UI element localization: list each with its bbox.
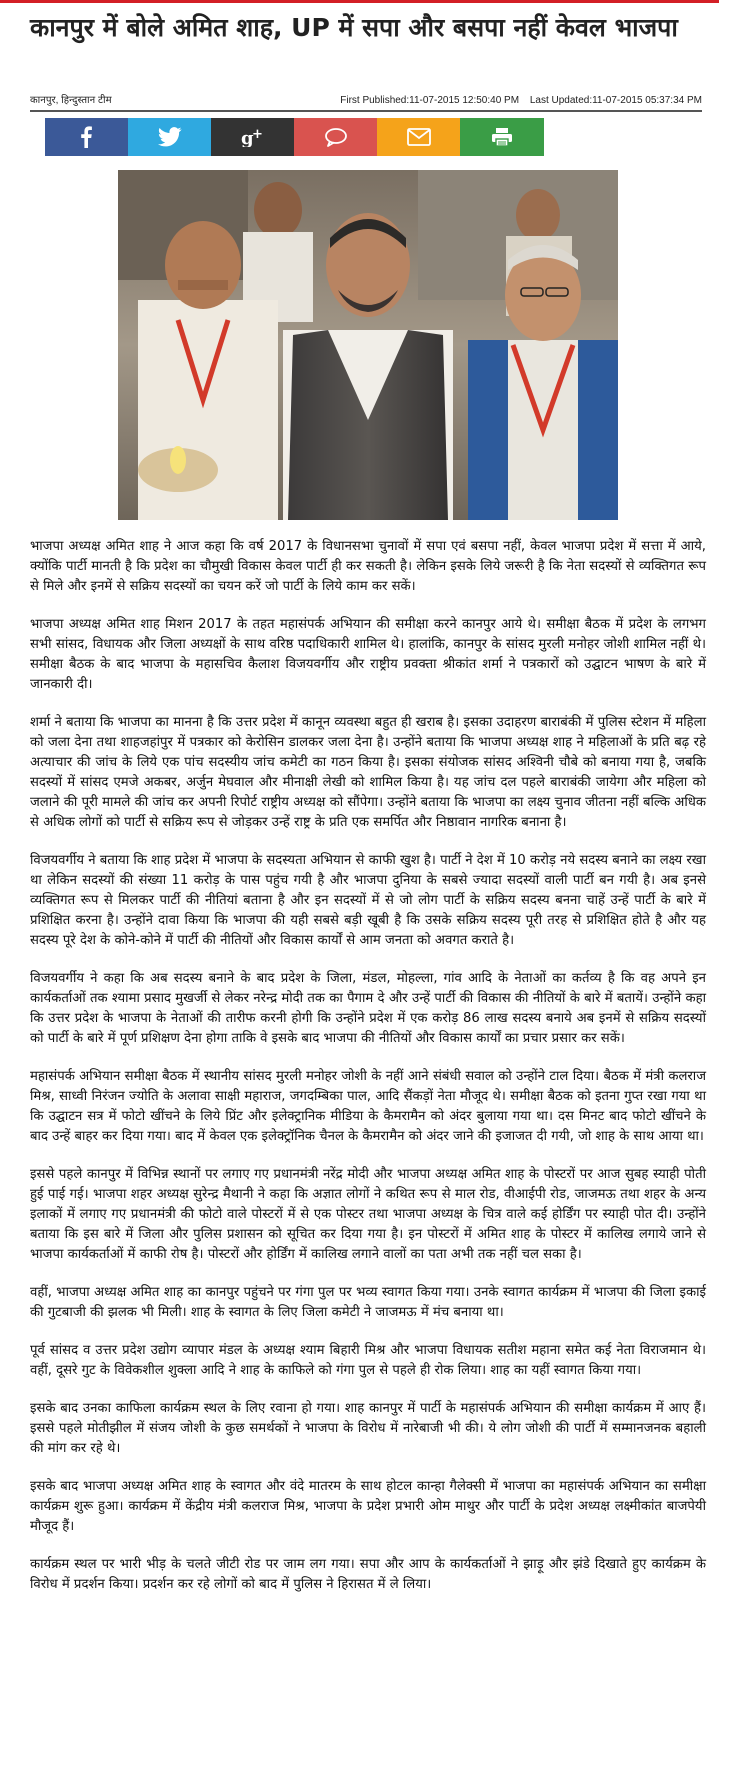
article-paragraph: महासंपर्क अभियान समीक्षा बैठक में स्थानीय सांसद मुरली मनोहर जोशी के नहीं आने संबंधी सवाल को उन्होंने टाल दिया। बैठक में मंत्री कलराज मिश्र, साध्वी निरंजन ज्योति के अलावा साक्षी महाराज, जगदम्बिका पाल, आदि सैंकड़ों नेता मौजूद थे। समीक्षा बैठक को इतना गुप्त रखा गया था कि उद्घाटन सत्र में फोटो खींचने के लिये प्रिंट और इलेक्ट्रानिक मीडिया के कैमरामैन को अंदर बुलाया गया था। दस मिनट बाद फोटो खींचने के बाद उन्हें बाहर कर दिया गया। बाद में केवल एक इलेक्ट्रॉनिक चैनल के कैमरामैन को अंदर जाने की इजाजत दी गयी, जो शाह के साथ आया था। bbox=[30, 1069, 706, 1144]
article-body bbox=[30, 537, 706, 1613]
google-plus-icon bbox=[240, 127, 266, 147]
article-paragraph: भाजपा अध्यक्ष अमित शाह मिशन 2017 के तहत महासंपर्क अभियान की समीक्षा करने कानपुर आये थे। समीक्षा बैठक में प्रदेश के लगभग सभी सांसद, विधायक और जिला अध्यक्षों के साथ वरिष्ठ पदाधिकारी शामिल थे। हालांकि, कानपुर के सांसद मुरली मनोहर जोशी शामिल नहीं थे। समीक्षा बैठक के बाद भाजपा के महासचिव कैलाश विजयवर्गीय और राष्ट्रीय प्रवक्ता श्रीकांत शर्मा ने पत्रकारों को उद्घाटन भाषण के बारे में जानकारी दी। bbox=[30, 617, 706, 692]
article-headline: कानपुर में बोले अमित शाह, UP में सपा और बसपा नहीं केवल भाजपा bbox=[30, 13, 678, 42]
article-paragraph: विजयवर्गीय ने कहा कि अब सदस्य बनाने के बाद प्रदेश के जिला, मंडल, मोहल्ला, गांव आदि के नेताओं का कर्तव्य है कि वह अपने इन कार्यकर्ताओं तक श्यामा प्रसाद मुखर्जी से लेकर नरेन्द्र मोदी तक का पैगाम दे और उन्हें पार्टी की विकास की नीतियों के बारे में बतायें। उन्होंने कहा कि उत्तर प्रदेश के भाजपा के नेताओं की तारीफ करनी होगी कि उन्होंने प्रदेश में एक करोड़ 86 लाख सदस्य बनाये अब इनमें से सक्रिय सदस्यों को पार्टी के बारे में पूर्ण प्रशिक्षण देना होगा ताकि वे इसके बाद भाजपा की नीतियों और विकास कार्यों का प्रचार प्रसार कर सकें। bbox=[30, 971, 706, 1046]
article-meta bbox=[30, 94, 702, 112]
publish-dates bbox=[332, 94, 702, 108]
svg-text:+: + bbox=[252, 127, 263, 142]
print-icon bbox=[491, 127, 513, 147]
facebook-icon bbox=[77, 126, 97, 148]
article-paragraph: भाजपा अध्यक्ष अमित शाह ने आज कहा कि वर्ष 2017 के विधानसभा चुनावों में सपा एवं बसपा नहीं, केवल भाजपा प्रदेश में सत्ता में आये, क्योंकि पार्टी मानती है कि प्रदेश का चौमुखी विकास केवल पार्टी ही कर सकती है। लेकिन इसके लिये जरूरी है कि नेता सदस्यों से व्यक्तिगत रूप से मिले और इनमें से सक्रिय सदस्यों का चयन करें जो पार्टी के लिये काम कर सकें। bbox=[30, 539, 706, 594]
facebook-share-button[interactable] bbox=[45, 118, 129, 156]
comment-icon bbox=[324, 127, 348, 147]
article-paragraph: इसके बाद उनका काफिला कार्यक्रम स्थल के लिए रवाना हो गया। शाह कानपुर में पार्टी के महासंपर्क अभियान की समीक्षा कार्यक्रम में आए हैं। इससे पहले मोतीझील में संजय जोशी के कुछ समर्थकों ने भाजपा के विरोध में नारेबाजी भी की। ये लोग जोशी की पार्टी में सम्मानजनक बहाली की मांग कर रहे थे। bbox=[30, 1401, 706, 1456]
comment-share-button[interactable] bbox=[294, 118, 378, 156]
first-published: First Published:11-07-2015 12:50:40 PM bbox=[340, 95, 520, 106]
print-share-button[interactable] bbox=[460, 118, 544, 156]
svg-text:g: g bbox=[241, 128, 254, 147]
article-paragraph: इसके बाद भाजपा अध्यक्ष अमित शाह के स्वागत और वंदे मातरम के साथ होटल कान्हा गैलेक्सी में भाजपा का महासंपर्क अभियान का समीक्षा कार्यक्रम शुरू हुआ। कार्यक्रम में केंद्रीय मंत्री कलराज मिश्र, भाजपा के प्रदेश प्रभारी ओम माथुर और पार्टी के प्रदेश अध्यक्ष लक्ष्मीकांत बाजपेयी मौजूद हैं। bbox=[30, 1479, 706, 1534]
email-share-button[interactable] bbox=[377, 118, 461, 156]
news-photo-illustration bbox=[118, 170, 618, 520]
share-bar bbox=[45, 118, 645, 156]
mail-icon bbox=[407, 128, 431, 146]
last-updated: Last Updated:11-07-2015 05:37:34 PM bbox=[529, 95, 702, 106]
google-plus-share-button[interactable] bbox=[211, 118, 295, 156]
twitter-share-button[interactable] bbox=[128, 118, 212, 156]
article-paragraph: विजयवर्गीय ने बताया कि शाह प्रदेश में भाजपा के सदस्यता अभियान से काफी खुश है। पार्टी ने देश में 10 करोड़ नये सदस्य बनाने का लक्ष्य रखा था लेकिन सदस्यों की संख्या 11 करोड़ के पास पहुंच गयी है और भाजपा दुनिया के सबसे ज्यादा सदस्यों वाली पार्टी बन गयी है। अब इनसे व्यक्तिगत रूप से मिलकर पार्टी की नीतियां बताना है और इन सदस्यों में से जो लोग पार्टी के सक्रिय सदस्य बनना चाहें उन्हें पार्टी के बारे में प्रशिक्षित करना है। उन्होंने दावा किया कि भाजपा की यही सबसे बड़ी खूबी है कि उसके सक्रिय सदस्य पूरी तरह से प्रशिक्षित होते है और यह सदस्य पूरे देश के कोने-कोने में पार्टी की नीतियों और विकास कार्यों से आम जनता को अवगत कराते है। bbox=[30, 853, 706, 948]
byline: कानपुर, हिन्दुस्तान टीम bbox=[30, 95, 112, 106]
article-paragraph: पूर्व सांसद व उत्तर प्रदेश उद्योग व्यापार मंडल के अध्यक्ष श्याम बिहारी मिश्र और भाजपा विधायक सतीश महाना समेत कई नेता विराजमान थे। वहीं, दूसरे गुट के विवेकशील शुक्ला आदि ने शाह के काफिले को गंगा पुल से पहले ही रोक लिया। शाह का यहीं स्वागत किया गया। bbox=[30, 1343, 706, 1378]
twitter-icon bbox=[158, 127, 182, 147]
article-photo bbox=[118, 170, 618, 520]
article-paragraph: इससे पहले कानपुर में विभिन्न स्थानों पर लगाए गए प्रधानमंत्री नरेंद्र मोदी और भाजपा अध्यक्ष अमित शाह के पोस्टरों पर आज सुबह स्याही पोती हुई पाई गई। भाजपा शहर अध्यक्ष सुरेन्द्र मैथानी ने कहा कि अज्ञात लोगों ने कथित रूप से माल रोड, वीआईपी रोड, जाजमऊ तथा शहर के अन्य इलाकों में लगाए गए प्रधानमंत्री की फोटो वाले पोस्टरों में से एक पोस्टर तथा भाजपा अध्यक्ष के चित्र वाले कई होर्डिंग पर स्याही पोत दी। उन्होंने बताया कि इस बारे में जिला और पुलिस प्रशासन को सूचित कर दिया गया है। इन पोस्टरों में अमित शाह के पोस्टर में कालिख लगाये जाने से भाजपा कार्यकर्ताओं में काफी रोष है। पोस्टरों और होर्डिंग में कालिख लगाने वालों का पता अभी तक नहीं चल सका है। bbox=[30, 1167, 706, 1262]
article-paragraph: कार्यक्रम स्थल पर भारी भीड़ के चलते जीटी रोड पर जाम लग गया। सपा और आप के कार्यकर्ताओं ने झाड़ू और झंडे दिखाते हुए कार्यक्रम के विरोध में प्रदर्शन किया। प्रदर्शन कर रहे लोगों को बाद में पुलिस ने हिरासत में ले लिया। bbox=[30, 1557, 706, 1592]
top-accent-bar bbox=[0, 0, 719, 3]
article-paragraph: वहीं, भाजपा अध्यक्ष अमित शाह का कानपुर पहुंचने पर गंगा पुल पर भव्य स्वागत किया गया। उनके स्वागत कार्यक्रम में भाजपा की जिला इकाई की गुटबाजी की झलक भी मिली। शाह के स्वागत के लिए जिला कमेटी ने जाजमऊ में मंच बनाया था। bbox=[30, 1285, 706, 1320]
article-paragraph: शर्मा ने बताया कि भाजपा का मानना है कि उत्तर प्रदेश में कानून व्यवस्था बहुत ही खराब है। इसका उदाहरण बाराबंकी में पुलिस स्टेशन में महिला को जला देना तथा शाहजहांपुर में पत्रकार को केरोसिन डालकर जला देना है। उन्होंने बताया कि भाजपा अध्यक्ष शाह ने महिलाओं के प्रति बढ़ रहे अत्याचार की जांच के लिये एक पांच सदस्यीय जांच कमेटी का गठन किया है। इसका संयोजक सांसद अश्विनी चौबे को बनाया गया है, जबकि सदस्यों में सांसद एमजे अकबर, अर्जुन मेघवाल और मीनाक्षी लेखी को शामिल किया है। यह जांच दल पहले बाराबंकी जायेगा और महिला को जलाने की पूरी मामले की जांच कर अपनी रिपोर्ट राष्ट्रीय अध्यक्ष को सौंपेगा। उन्होंने बताया कि भाजपा का लक्ष्य चुनाव जीतना नहीं बल्कि अधिक से अधिक लोगों को पार्टी से सक्रिय रूप से जोड़कर उन्हें राष्ट्र के प्रति एक समर्पित और निष्ठावान नागरिक बनाना है। bbox=[30, 715, 706, 830]
